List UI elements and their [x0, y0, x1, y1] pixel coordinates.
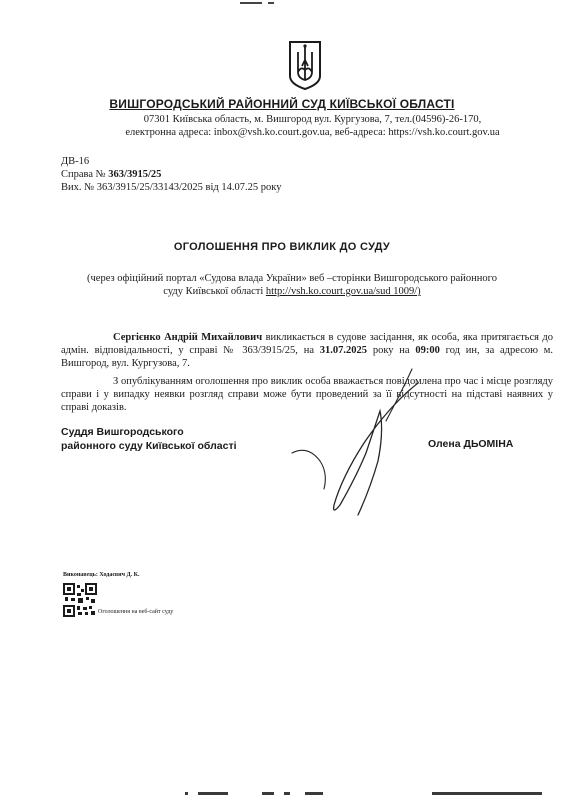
portal-line-2-text: суду Київської області [163, 286, 266, 297]
qr-code-icon [63, 583, 97, 617]
hearing-date: 31.07.2025 [319, 345, 368, 356]
judge-title-line-1: Суддя Вишгородського [61, 426, 184, 438]
summons-text-c: год ин, за адресою м. Вишгород, вул. Кургузова, 7. [61, 345, 553, 369]
hearing-time: 09:00 [415, 345, 440, 356]
judge-title [61, 425, 237, 453]
handwritten-signature [290, 365, 430, 520]
scan-artifact-top [0, 0, 564, 10]
form-code: ДВ-16 [61, 156, 90, 167]
portal-line-2 [82, 285, 502, 298]
summons-text-a: викликається в судове засідання, як особа, яка притягається до адмін. відповідальності, у справі № 363/3915/25, на [61, 332, 553, 356]
summons-text-b: року на [367, 345, 416, 356]
judge-name: Олена ДЬОМІНА [428, 438, 514, 450]
coat-of-arms-icon [288, 40, 322, 90]
scan-artifact-bottom [0, 788, 564, 798]
summoned-person-name: Сергієнко Андрій Михайлович [113, 332, 263, 343]
notice-title: ОГОЛОШЕННЯ ПРО ВИКЛИК ДО СУДУ [173, 241, 391, 253]
portal-line-1: (через офіційний портал «Судова влада України» веб –сторінки Вишгородського районного [87, 273, 497, 284]
outgoing-number: Вих. № 363/3915/25/33143/2025 від 14.07.25 року [61, 182, 282, 193]
court-address-block [0, 113, 564, 139]
consequences-paragraph: З опублікуванням оголошення про виклик особа вважається повідомлена про час і місце розгляду справи і у випадку неявки розгляд справи може бути проведений за її відсутності на підставі наявних у справі доказів. [61, 376, 553, 413]
portal-note [82, 272, 502, 298]
case-number-line [61, 168, 281, 181]
case-label: Справа № [61, 169, 106, 180]
case-meta [61, 155, 281, 194]
executor-line: Виконавець: Ходаєвич Д. К. [63, 572, 140, 578]
qr-caption: Оголошення на веб-сайт суду [98, 609, 174, 615]
portal-link[interactable]: http://vsh.ko.court.gov.ua/sud 1009/) [265, 286, 421, 297]
court-contacts: електронна адреса: inbox@vsh.ko.court.gov.ua, веб-адреса: https://vsh.ko.court.gov.ua [125, 127, 500, 138]
court-name: ВИШГОРОДСЬКИЙ РАЙОННИЙ СУД КИЇВСЬКОЇ ОБЛАСТІ [109, 97, 455, 111]
case-number: 363/3915/25 [108, 169, 162, 180]
court-address: 07301 Київська область, м. Вишгород вул. Кургузова, 7, тел.(04596)-26-170, [143, 114, 482, 125]
judge-title-line-2: районного суду Київської області [61, 440, 237, 452]
